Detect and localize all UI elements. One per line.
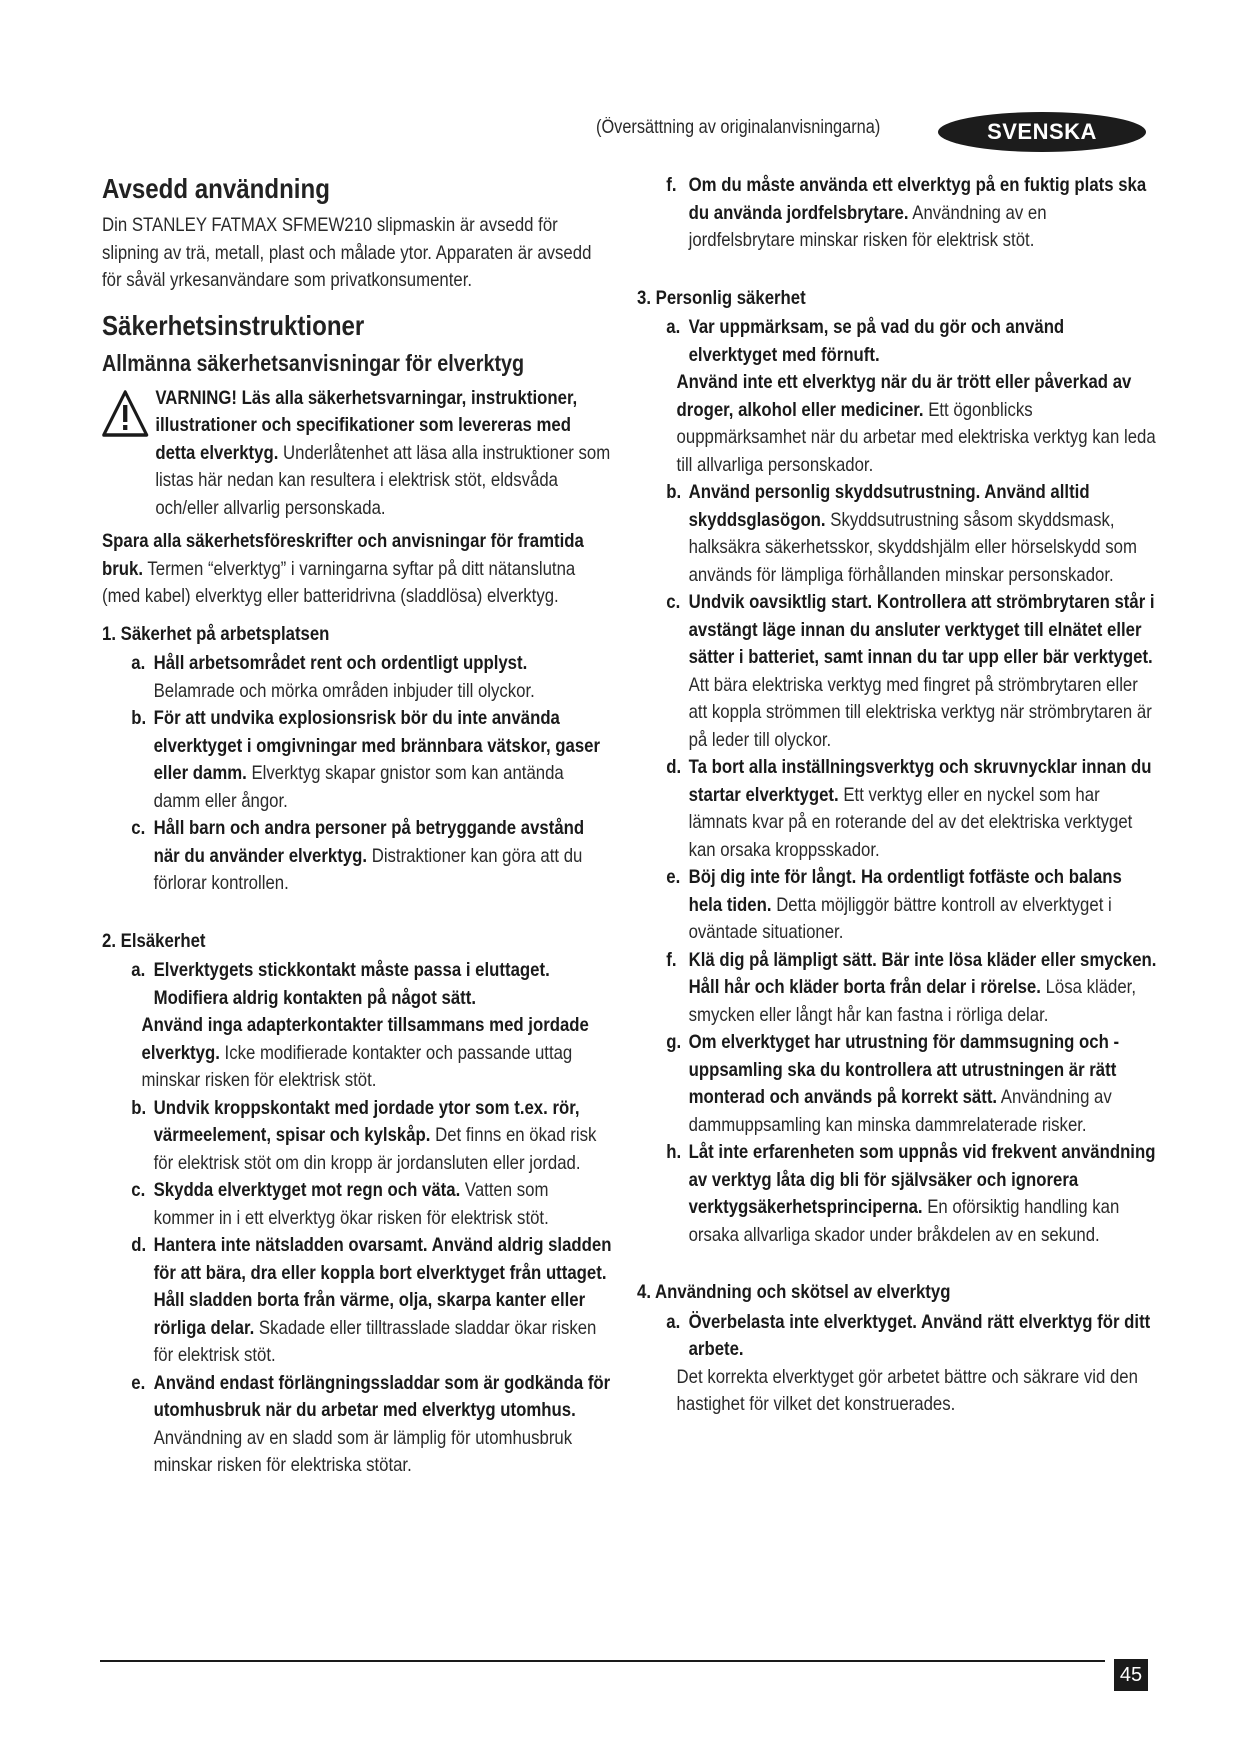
general-safety-heading: Allmänna säkerhetsanvisningar för elverktyg [102, 349, 525, 376]
warning-text: Underlåtenhet att läsa alla instruktioner som listas här nedan kan resultera i elektrisk stöt, eldsvåda och/eller allvarlig personskada. [155, 441, 611, 519]
footer-rule [100, 1660, 1105, 1662]
page-number: 45 [1114, 1659, 1148, 1691]
list-item: a. Var uppmärksam, se på vad du gör och använd elverktyget med förnuft. [666, 316, 1065, 366]
list-item: b. Använd personlig skyddsutrustning. Använd alltid skyddsglasögon. Skyddsutrustning såsom skyddsmask, halksäkra säkerhetsskor, skyddshjälm eller hörselskydd som används för lämpliga förhållanden minskar personskador. [666, 481, 1137, 586]
warning-bold: VARNING! Läs alla säkerhetsvarningar, instruktioner, illustrationer och specifikationer som levereras med detta elverktyg. [155, 386, 578, 464]
list-item-continuation: Använd inga adapterkontakter tillsammans med jordade elverktyg. Icke modifierade kontakter och passande uttag minskar risken för elektrisk stöt. [141, 1014, 589, 1091]
list-item: f. Om du måste använda ett elverktyg på en fuktig plats ska du använda jordfelsbrytare. Användning av en jordfelsbrytare minskar risken för elektrisk stöt. [666, 174, 1147, 251]
warning-block [102, 385, 612, 523]
list-item: f. Klä dig på lämpligt sätt. Bär inte lösa kläder eller smycken. Håll hår och kläder borta från delar i rörelse. Lösa kläder, smycken eller långt hår kan fastna i rörliga delar. [666, 948, 1157, 1026]
save-bold: Spara alla säkerhetsföreskrifter och anvisningar för framtida bruk. [102, 530, 584, 580]
list-item-continuation: Det korrekta elverktyget gör arbetet bättre och säkrare vid den hastighet för vilket det konstruerades. [676, 1365, 1138, 1415]
list-item: a. Håll arbetsområdet rent och ordentligt upplyst. Belamrade och mörka områden inbjuder till olyckor. [131, 652, 535, 702]
list-item: c. Skydda elverktyget mot regn och väta. Vatten som kommer in i ett elverktyg ökar risken för elektrisk stöt. [131, 1179, 549, 1229]
section-3-title: 3. Personlig säkerhet [637, 286, 806, 309]
header-subtitle: (Översättning av originalanvisningarna) [596, 117, 881, 138]
list-item: a. Överbelasta inte elverktyget. Använd rätt elverktyg för ditt arbete. [666, 1310, 1151, 1360]
section-1-title: 1. Säkerhet på arbetsplatsen [102, 622, 330, 645]
right-column [637, 172, 1157, 1419]
section-4-title: 4. Användning och skötsel av elverktyg [637, 1281, 951, 1303]
list-item: b. Undvik kroppskontakt med jordade ytor som t.ex. rör, värmeelement, spisar och kylskåp. Det finns en ökad risk för elektrisk stöt om din kropp är jordansluten eller jordad. [131, 1096, 597, 1174]
list-item: g. Om elverktyget har utrustning för dammsugning och -uppsamling ska du kontrollera att utrustningen är rätt monterad och används på korrekt sätt. Användning av dammuppsamling kan minska dammrelaterade risker. [666, 1031, 1120, 1136]
intended-use-text: Din STANLEY FATMAX SFMEW210 slipmaskin är avsedd för slipning av trä, metall, plast och målade ytor. Apparaten är avsedd för såväl yrkesanvändare som privatkonsumenter. [102, 214, 592, 291]
intended-use-heading: Avsedd användning [102, 173, 330, 204]
language-badge: SVENSKA [938, 112, 1146, 152]
list-item: a. Elverktygets stickkontakt måste passa i eluttaget. Modifiera aldrig kontakten på något sätt. [131, 959, 550, 1009]
list-item: e. Böj dig inte för långt. Ha ordentligt fotfäste och balans hela tiden. Detta möjliggör bättre kontroll av elverktyget i oväntade situationer. [666, 866, 1122, 943]
list-item: c. Undvik oavsiktlig start. Kontrollera att strömbrytaren står i avstängt läge innan du ansluter verktyget till elnätet eller sätter i batteriet, samt innan du tar upp eller bär verktyget. Att bära elektriska verktyg med fingret på strömbrytaren eller att koppla strömmen till elektriska verktyg när strömbrytaren är på leder till olyckor. [666, 591, 1155, 751]
list-item-continuation: Använd inte ett elverktyg när du är trött eller påverkad av droger, alkohol eller mediciner. Ett ögonblicks ouppmärksamhet när du arbetar med elektriska verktyg kan leda till allvarliga personskador. [676, 371, 1156, 476]
save-text: Termen “elverktyg” i varningarna syftar på ditt nätanslutna (med kabel) elverktyg eller batteridrivna (sladdlösa) elverktyg. [102, 557, 576, 607]
list-item: e. Använd endast förlängningssladdar som är godkända för utomhusbruk när du arbetar med elverktyg utomhus. Användning av en sladd som är lämplig för utomhusbruk minskar risken för elektriska stötar. [131, 1371, 611, 1476]
list-item: b. För att undvika explosionsrisk bör du inte använda elverktyget i omgivningar med brännbara vätskor, gaser eller damm. Elverktyg skapar gnistor som kan antända damm eller ångor. [131, 707, 601, 812]
list-item: h. Låt inte erfarenheten som uppnås vid frekvent användning av verktyg låta dig bli för självsäker och ignorera verktygsäkerhetsprinciperna. En oförsiktig handling kan orsaka allvarliga skador under bråkdelen av en sekund. [666, 1141, 1156, 1246]
list-item: d. Hantera inte nätsladden ovarsamt. Använd aldrig sladden för att bära, dra eller koppla bort elverktyget från uttaget. Håll sladden borta från värme, olja, skarpa kanter eller rörliga delar. Skadade eller tilltrasslade sladdar ökar risken för elektrisk stöt. [131, 1234, 612, 1366]
section-2-title: 2. Elsäkerhet [102, 929, 206, 952]
list-item: d. Ta bort alla inställningsverktyg och skruvnycklar innan du startar elverktyget. Ett verktyg eller en nyckel som har lämnats kvar på en roterande del av det elektriska verktyget kan orsaka kroppsskador. [666, 756, 1152, 861]
warning-triangle-icon [102, 385, 155, 523]
list-item: c. Håll barn och andra personer på betryggande avstånd när du använder elverktyg. Distraktioner kan göra att du förlorar kontrollen. [131, 817, 585, 894]
safety-heading: Säkerhetsinstruktioner [102, 309, 365, 341]
left-column [102, 172, 612, 1480]
